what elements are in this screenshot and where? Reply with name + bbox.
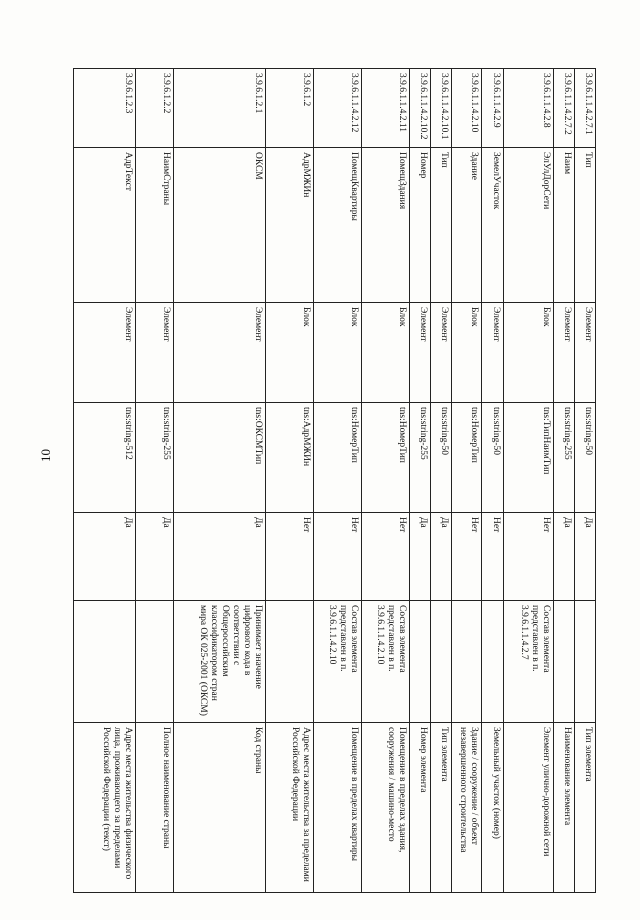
element-kind: Блок [266, 303, 314, 403]
element-description: Земельный участок (номер) [482, 723, 504, 893]
element-required: Да [575, 513, 596, 601]
element-id: 3.9.6.1.2.2 [136, 69, 174, 148]
element-name: ПомещКвартиры [314, 148, 362, 303]
element-type: tns:ТипНаимТип [504, 403, 554, 513]
table-row [314, 69, 362, 893]
element-type: tns:string-50 [482, 403, 504, 513]
element-description: Адрес места жительства за пределами Российской Федерации [266, 723, 314, 893]
element-name: Номер [410, 148, 431, 303]
element-description: Номер элемента [410, 723, 431, 893]
element-kind: Элемент [136, 303, 174, 403]
element-note [136, 601, 174, 723]
element-id: 3.9.6.1.1.4.2.12 [314, 69, 362, 148]
element-name: НаимСтраны [136, 148, 174, 303]
element-name: Здание [452, 148, 482, 303]
table-row [410, 69, 431, 893]
element-name: АдрТекст [74, 148, 136, 303]
element-required: Да [74, 513, 136, 601]
element-description: Здание / сооружение / объект незавершенного строительства [452, 723, 482, 893]
element-required: Нет [362, 513, 410, 601]
element-kind: Блок [504, 303, 554, 403]
table-row [266, 69, 314, 893]
element-note [266, 601, 314, 723]
element-description: Тип элемента [575, 723, 596, 893]
rotated-table-container [74, 68, 596, 892]
element-id: 3.9.6.1.2 [266, 69, 314, 148]
element-id: 3.9.6.1.2.3 [74, 69, 136, 148]
element-id: 3.9.6.1.1.4.2.7.1 [575, 69, 596, 148]
element-required: Да [174, 513, 266, 601]
element-type: tns:АдрМЖИн [266, 403, 314, 513]
element-id: 3.9.6.1.2.1 [174, 69, 266, 148]
element-note [74, 601, 136, 723]
element-note [554, 601, 575, 723]
element-name: ЗемелУчасток [482, 148, 504, 303]
table-row [575, 69, 596, 893]
element-description: Код страны [174, 723, 266, 893]
element-name: ПомещЗдания [362, 148, 410, 303]
element-name: Тип [575, 148, 596, 303]
element-id: 3.9.6.1.1.4.2.10.2 [410, 69, 431, 148]
element-kind: Элемент [575, 303, 596, 403]
page-number: 10 [38, 449, 53, 462]
table-row [431, 69, 452, 893]
table-row [452, 69, 482, 893]
element-kind: Элемент [431, 303, 452, 403]
element-description: Адрес места жительства физического лица, проживающего за пределами Российской Федерации (текст) [74, 723, 136, 893]
element-note [431, 601, 452, 723]
element-type: tns:string-255 [554, 403, 575, 513]
element-name: Тип [431, 148, 452, 303]
element-note: Принимает значение цифрового кода в соответствии с Общероссийским классификатором стран мира ОК 025-2001 (ОКСМ) [174, 601, 266, 723]
element-description: Наименование элемента [554, 723, 575, 893]
element-note: Состав элемента представлен в п. 3.9.6.1.1.4.2.10 [314, 601, 362, 723]
element-required: Нет [452, 513, 482, 601]
element-type: tns:string-50 [575, 403, 596, 513]
element-kind: Элемент [554, 303, 575, 403]
element-note [575, 601, 596, 723]
element-description: Помещение в пределах квартиры [314, 723, 362, 893]
element-required: Да [554, 513, 575, 601]
element-type: tns:string-50 [431, 403, 452, 513]
element-required: Нет [266, 513, 314, 601]
data-table [73, 68, 596, 893]
table-row [174, 69, 266, 893]
element-id: 3.9.6.1.1.4.2.11 [362, 69, 410, 148]
element-note [410, 601, 431, 723]
element-id: 3.9.6.1.1.4.2.10 [452, 69, 482, 148]
element-name: Наим [554, 148, 575, 303]
element-kind: Элемент [410, 303, 431, 403]
element-name: АдрМЖИн [266, 148, 314, 303]
element-kind: Блок [314, 303, 362, 403]
element-id: 3.9.6.1.1.4.2.8 [504, 69, 554, 148]
element-type: tns:ОКСМТип [174, 403, 266, 513]
element-note [452, 601, 482, 723]
element-type: tns:НомерТип [362, 403, 410, 513]
element-type: tns:НомерТип [314, 403, 362, 513]
element-type: tns:string-255 [136, 403, 174, 513]
element-kind: Блок [452, 303, 482, 403]
element-required: Нет [314, 513, 362, 601]
element-name: ЭлУлДорСети [504, 148, 554, 303]
table-row [482, 69, 504, 893]
element-kind: Элемент [74, 303, 136, 403]
table-row [136, 69, 174, 893]
element-description: Полное наименование страны [136, 723, 174, 893]
element-note [482, 601, 504, 723]
element-description: Элемент улично-дорожной сети [504, 723, 554, 893]
element-type: tns:string-255 [410, 403, 431, 513]
element-note: Состав элемента представлен в п. 3.9.6.1.1.4.2.7 [504, 601, 554, 723]
element-type: tns:string-512 [74, 403, 136, 513]
element-id: 3.9.6.1.1.4.2.7.2 [554, 69, 575, 148]
element-note: Состав элемента представлен в п. 3.9.6.1.1.4.2.10 [362, 601, 410, 723]
element-required: Нет [482, 513, 504, 601]
table-row [554, 69, 575, 893]
element-required: Да [431, 513, 452, 601]
element-kind: Элемент [174, 303, 266, 403]
table-row [74, 69, 136, 893]
element-name: ОКСМ [174, 148, 266, 303]
element-description: Тип элемента [431, 723, 452, 893]
element-id: 3.9.6.1.1.4.2.10.1 [431, 69, 452, 148]
element-description: Помещение в пределах здания, сооружения / машино-место [362, 723, 410, 893]
element-kind: Элемент [482, 303, 504, 403]
element-id: 3.9.6.1.1.4.2.9 [482, 69, 504, 148]
element-kind: Блок [362, 303, 410, 403]
table-row [362, 69, 410, 893]
element-required: Нет [504, 513, 554, 601]
element-required: Да [136, 513, 174, 601]
table-row [504, 69, 554, 893]
element-type: tns:НомерТип [452, 403, 482, 513]
element-required: Да [410, 513, 431, 601]
